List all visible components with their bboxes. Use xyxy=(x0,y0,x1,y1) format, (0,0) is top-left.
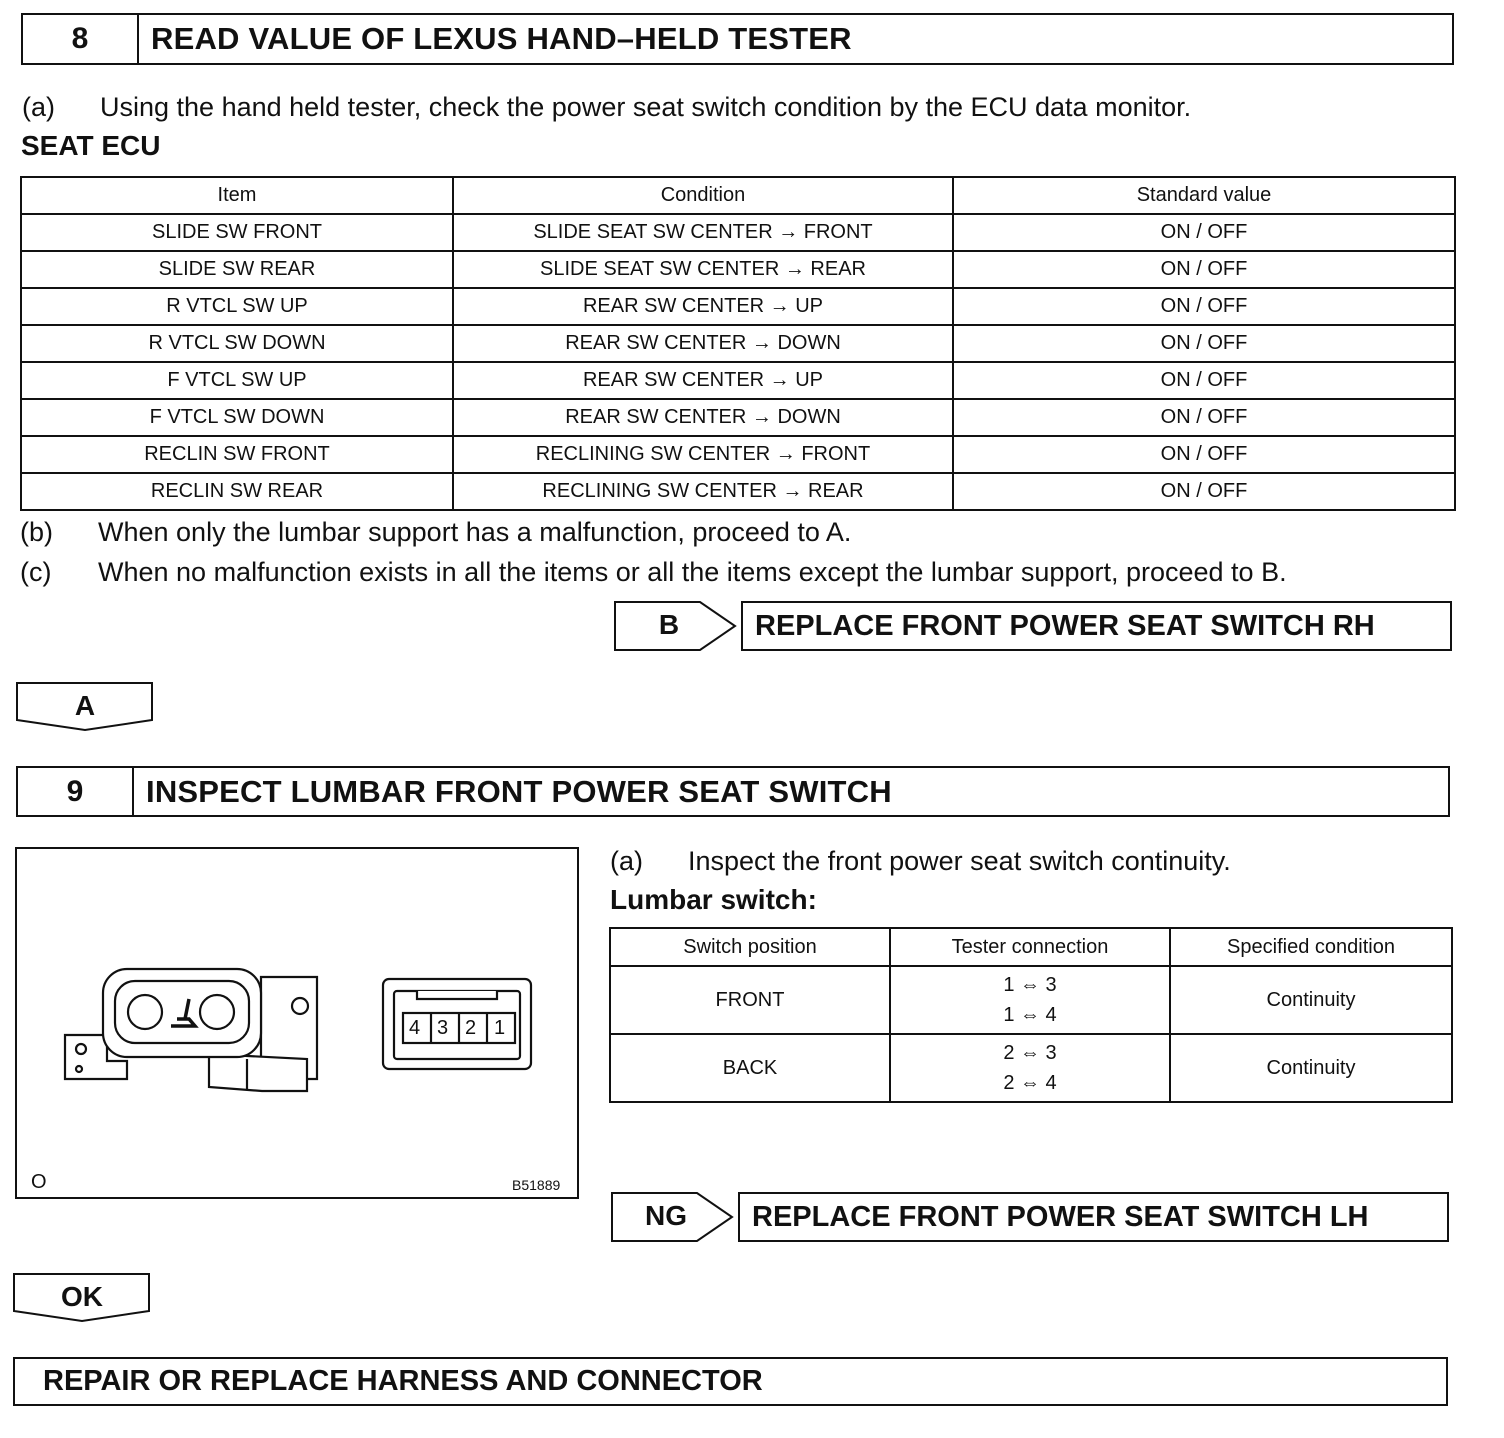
column-header-tester-connection: Tester connection xyxy=(890,928,1170,966)
result-b-action: REPLACE FRONT POWER SEAT SWITCH RH xyxy=(741,601,1452,651)
table-row xyxy=(21,214,1455,251)
flow-ok-label: OK xyxy=(61,1281,103,1312)
instruction-label: (a) xyxy=(610,846,643,876)
step-8-title: READ VALUE OF LEXUS HAND–HELD TESTER xyxy=(151,21,852,56)
switch-illustration xyxy=(15,847,579,1199)
connector-pin-1: 1 xyxy=(494,1017,506,1039)
table-row xyxy=(21,251,1455,288)
table-header-row xyxy=(21,177,1455,214)
cell-standard-value: ON / OFF xyxy=(953,436,1455,473)
result-ng-arrow-tag xyxy=(611,1192,735,1242)
step-9-instruction-a xyxy=(610,846,1231,877)
step-9-title: INSPECT LUMBAR FRONT POWER SEAT SWITCH xyxy=(146,773,892,809)
cell-standard-value: ON / OFF xyxy=(953,362,1455,399)
cell-tester-connection xyxy=(890,1034,1170,1102)
step-8-header xyxy=(21,13,1454,65)
cell-standard-value: ON / OFF xyxy=(953,399,1455,436)
power-seat-switch-drawing xyxy=(17,849,577,1197)
cell-item: SLIDE SW FRONT xyxy=(21,214,453,251)
flow-ok-tab xyxy=(13,1273,151,1323)
cell-specified-condition: Continuity xyxy=(1170,966,1452,1034)
cell-switch-position: BACK xyxy=(610,1034,890,1102)
result-ng-label: NG xyxy=(645,1200,687,1231)
column-header-standard-value: Standard value xyxy=(953,177,1455,214)
cell-standard-value: ON / OFF xyxy=(953,251,1455,288)
cell-item: R VTCL SW UP xyxy=(21,288,453,325)
cell-condition: SLIDE SEAT SW CENTER → FRONT xyxy=(453,214,953,251)
cell-standard-value: ON / OFF xyxy=(953,214,1455,251)
connector-pin-4: 4 xyxy=(409,1017,421,1039)
connection-line: 2 ⇔ 3 xyxy=(1003,1042,1057,1064)
result-ng-action: REPLACE FRONT POWER SEAT SWITCH LH xyxy=(738,1192,1449,1242)
seat-ecu-table xyxy=(20,176,1456,511)
connection-line: 1 ⇔ 3 xyxy=(1003,974,1057,996)
instruction-text: Using the hand held tester, check the power seat switch condition by the ECU data monitor. xyxy=(100,92,1192,122)
cell-condition: RECLINING SW CENTER → REAR xyxy=(453,473,953,510)
cell-item: F VTCL SW UP xyxy=(21,362,453,399)
step-8-instruction-c xyxy=(20,557,1287,588)
connector-pin-2: 2 xyxy=(465,1017,477,1039)
table-row xyxy=(21,362,1455,399)
flow-a-tab xyxy=(16,682,154,732)
cell-item: SLIDE SW REAR xyxy=(21,251,453,288)
instruction-label: (c) xyxy=(20,557,52,587)
instruction-label: (a) xyxy=(22,92,55,122)
lumbar-switch-heading: Lumbar switch: xyxy=(610,884,817,915)
cell-standard-value: ON / OFF xyxy=(953,473,1455,510)
cell-standard-value: ON / OFF xyxy=(953,325,1455,362)
instruction-label: (b) xyxy=(20,517,53,547)
cell-item: F VTCL SW DOWN xyxy=(21,399,453,436)
seat-ecu-heading: SEAT ECU xyxy=(21,130,161,161)
instruction-text: Inspect the front power seat switch continuity. xyxy=(688,846,1231,876)
cell-specified-condition: Continuity xyxy=(1170,1034,1452,1102)
final-action-box: REPAIR OR REPLACE HARNESS AND CONNECTOR xyxy=(13,1357,1448,1406)
column-header-item: Item xyxy=(21,177,453,214)
step-8-instruction-a xyxy=(22,92,1191,123)
table-row xyxy=(610,1034,1452,1102)
table-row xyxy=(21,325,1455,362)
table-row xyxy=(21,288,1455,325)
connection-line: 2 ⇔ 4 xyxy=(1003,1072,1057,1094)
table-row xyxy=(21,436,1455,473)
flow-a-label: A xyxy=(74,690,96,721)
table-header-row xyxy=(610,928,1452,966)
cell-item: R VTCL SW DOWN xyxy=(21,325,453,362)
cell-standard-value: ON / OFF xyxy=(953,288,1455,325)
cell-item: RECLIN SW REAR xyxy=(21,473,453,510)
column-header-switch-position: Switch position xyxy=(610,928,890,966)
cell-condition: SLIDE SEAT SW CENTER → REAR xyxy=(453,251,953,288)
cell-condition: REAR SW CENTER → DOWN xyxy=(453,399,953,436)
cell-condition: REAR SW CENTER → UP xyxy=(453,288,953,325)
connection-line: 1 ⇔ 4 xyxy=(1003,1004,1057,1026)
instruction-text: When only the lumbar support has a malfunction, proceed to A. xyxy=(98,517,852,547)
cell-item: RECLIN SW FRONT xyxy=(21,436,453,473)
column-header-condition: Condition xyxy=(453,177,953,214)
figure-corner-mark: O xyxy=(31,1171,47,1193)
cell-switch-position: FRONT xyxy=(610,966,890,1034)
column-header-specified-condition: Specified condition xyxy=(1170,928,1452,966)
result-b-arrow-tag xyxy=(614,601,738,651)
step-8-instruction-b xyxy=(20,517,851,548)
instruction-text: When no malfunction exists in all the items or all the items except the lumbar support, proceed to B. xyxy=(98,557,1287,587)
cell-tester-connection xyxy=(890,966,1170,1034)
figure-code: B51889 xyxy=(512,1177,561,1193)
connector-pin-3: 3 xyxy=(437,1017,449,1039)
lumbar-switch-table xyxy=(609,927,1453,1103)
cell-condition: RECLINING SW CENTER → FRONT xyxy=(453,436,953,473)
cell-condition: REAR SW CENTER → UP xyxy=(453,362,953,399)
step-9-header xyxy=(16,766,1450,817)
table-row xyxy=(21,399,1455,436)
table-row xyxy=(21,473,1455,510)
step-9-number: 9 xyxy=(18,768,134,815)
table-row xyxy=(610,966,1452,1034)
cell-condition: REAR SW CENTER → DOWN xyxy=(453,325,953,362)
result-b-label: B xyxy=(658,609,680,640)
step-8-number: 8 xyxy=(23,15,139,63)
